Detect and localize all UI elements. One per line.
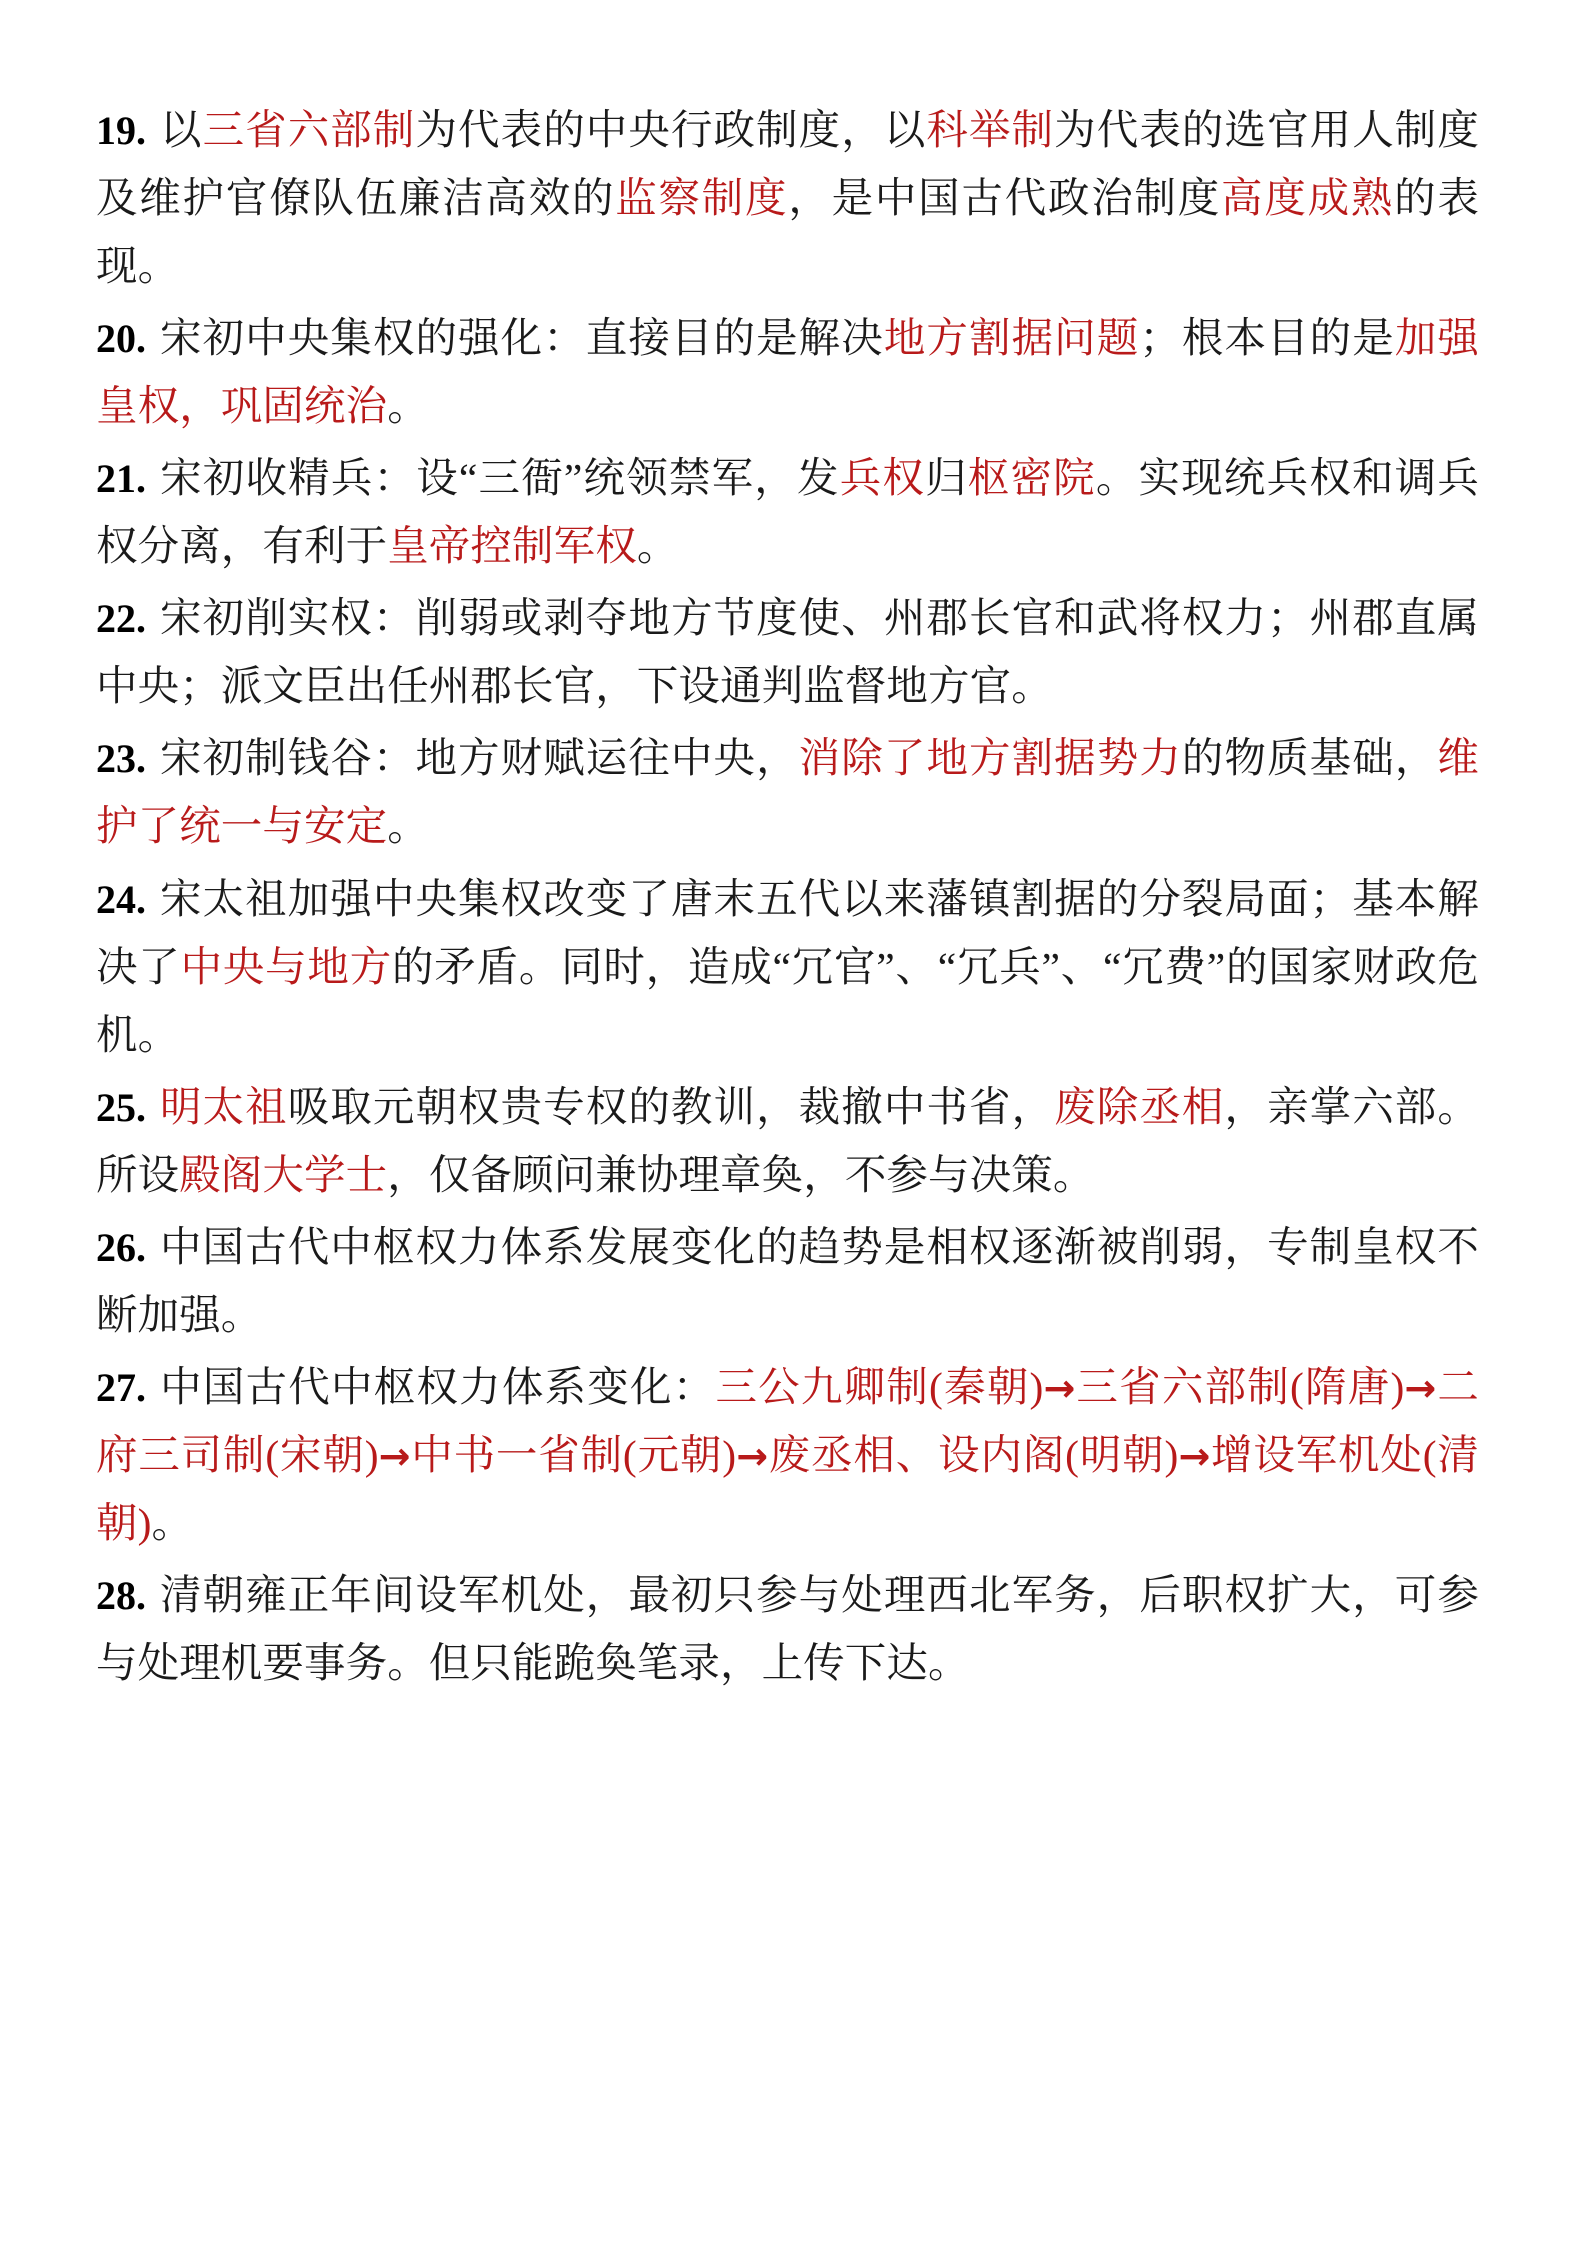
note-text: 的矛盾。同时，造成“冗官”、“冗兵”、“冗费”的国家财政危机。 (96, 943, 1480, 1058)
note-text: 以 (159, 107, 203, 153)
note-number: 28. (96, 1572, 146, 1618)
note-item (96, 96, 1479, 300)
note-number: 20. (96, 316, 146, 362)
note-text: 的物质基础， (1181, 735, 1438, 782)
highlighted-term: 了 (883, 735, 927, 782)
highlighted-term: 维护了统一与安定 (96, 735, 1480, 850)
arrow-icon: → (378, 1433, 411, 1478)
note-text: 。 (387, 803, 429, 850)
note-text: 宋初削实权：削弱或剥夺地方节度使、州郡长官和武将权力；州郡直属中央；派文臣出任州郡长官，下设通判监督地方官。 (96, 595, 1479, 710)
note-number: 22. (96, 596, 146, 642)
highlighted-term: 中书一省制(元朝) (410, 1431, 737, 1478)
note-number: 27. (96, 1364, 146, 1410)
highlighted-term: 消除 (798, 735, 884, 782)
note-text: 为代表的选官用人制度及维护官僚队伍廉洁高效的 (96, 107, 1479, 222)
highlighted-term: 加强皇权，巩固统治 (96, 315, 1479, 430)
note-text: 的表现。 (96, 175, 1480, 290)
highlighted-term: 地方割据势力 (926, 735, 1182, 782)
highlighted-term: 二府三司制(宋朝) (96, 1363, 1479, 1478)
note-item (96, 1213, 1479, 1349)
note-number: 19. (96, 108, 146, 153)
arrow-icon: → (1043, 1365, 1076, 1410)
note-item (96, 865, 1479, 1069)
highlighted-term: 中央与地方 (180, 943, 392, 990)
note-item (96, 724, 1479, 860)
note-text: 中国古代中枢权力体系发展变化的趋势是相权逐渐被削弱，专制皇权不断加强。 (96, 1223, 1479, 1338)
note-item (96, 1353, 1479, 1557)
highlighted-term: 三公九卿制(秦朝) (715, 1363, 1044, 1410)
note-text: 宋初中央集权的强化：直接目的是解决 (159, 315, 884, 362)
note-text: 归 (925, 455, 968, 502)
note-item (96, 444, 1479, 580)
note-text: 清朝雍正年间设军机处，最初只参与处理西北军务，后职权扩大，可参与处理机要事务。但只能跪奐笔录，上传下达。 (96, 1571, 1479, 1687)
highlighted-term: 高度成熟 (1221, 175, 1395, 222)
note-text: 。 (387, 383, 429, 430)
arrow-icon: → (1404, 1365, 1437, 1410)
note-text: 。 (636, 523, 679, 570)
highlighted-term: 枢密院 (967, 455, 1096, 502)
highlighted-term: 三省六部制 (202, 107, 416, 153)
note-item (96, 1561, 1479, 1697)
highlighted-term: 增设军机处(清朝) (96, 1431, 1479, 1546)
note-number: 25. (96, 1084, 146, 1130)
note-number: 24. (96, 876, 146, 922)
highlighted-term: 三省六部制(隋唐) (1075, 1363, 1405, 1410)
note-text: ，仅备顾问兼协理章奐，不参与决策。 (387, 1151, 1095, 1198)
arrow-icon: → (736, 1433, 769, 1478)
note-text: 宋初制钱谷：地方财赋运往中央， (159, 735, 799, 782)
note-text: 吸取元朝权贵专权的教训，裁撤中书省， (287, 1083, 1055, 1130)
highlighted-term: 兵权 (839, 455, 926, 502)
note-text: 宋太祖加强中央集权改变了唐末五代以来藩镇割据的分裂局面；基本解决了 (96, 875, 1479, 990)
note-text: ，亲掌六部。所设 (96, 1083, 1479, 1198)
arrow-icon: → (1178, 1433, 1211, 1478)
highlighted-term: 殿阁大学士 (179, 1151, 388, 1198)
note-text: ；根本目的是 (1139, 315, 1395, 362)
note-text: ，是中国古代政治制度 (788, 175, 1222, 222)
notes-list (96, 96, 1479, 1697)
note-text: 。 (151, 1499, 194, 1546)
highlighted-term: 科举制 (926, 107, 1055, 153)
note-item (96, 584, 1479, 720)
highlighted-term: 明太祖 (159, 1083, 288, 1130)
note-text: 中国古代中枢权力体系变化： (159, 1363, 716, 1410)
note-text: 宋初收精兵：设“三衙”统领禁军，发 (159, 455, 840, 502)
note-item (96, 304, 1479, 440)
highlighted-term: 皇帝控制军权 (387, 523, 637, 570)
highlighted-term: 废丞相、设内阁(明朝) (768, 1431, 1179, 1478)
note-number: 26. (96, 1224, 146, 1270)
note-text: 为代表的中央行政制度，以 (415, 107, 927, 153)
note-number: 23. (96, 736, 146, 782)
highlighted-term: 监察制度 (615, 175, 789, 222)
note-text: 。实现统兵权和调兵权分离，有利于 (96, 455, 1479, 570)
highlighted-term: 地方割据问题 (883, 315, 1140, 362)
note-item (96, 1073, 1479, 1209)
highlighted-term: 废除丞相 (1054, 1083, 1225, 1130)
note-number: 21. (96, 456, 146, 502)
